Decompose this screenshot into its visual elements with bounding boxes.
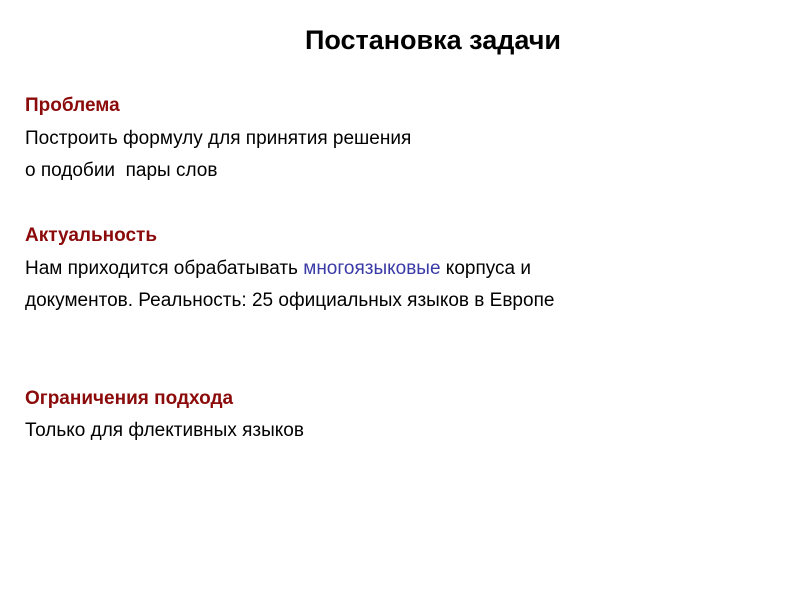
relevance-text-line-2: документов. Реальность: 25 официальных языков в Европе [25,290,555,311]
spacer [25,350,785,383]
relevance-text-before: Нам приходится обрабатывать [25,257,304,279]
relevance-text-line-1 [25,253,785,286]
relevance-heading: Актуальность [25,225,158,246]
limitations-text-line-1: Только для флективных языков [25,420,304,441]
spacer [25,318,785,351]
problem-text-line-2: о подобии пары слов [25,160,218,181]
multilingual-highlight: многоязыковые [303,257,441,279]
slide-content [25,90,785,448]
problem-heading: Проблема [25,95,120,116]
slide-title: Постановка задачи [304,25,562,55]
limitations-heading: Ограничения подхода [25,387,234,409]
relevance-text-after: корпуса и [440,257,532,279]
problem-text-line-1: Построить формулу для принятия решения [25,127,412,149]
spacer [25,188,785,221]
